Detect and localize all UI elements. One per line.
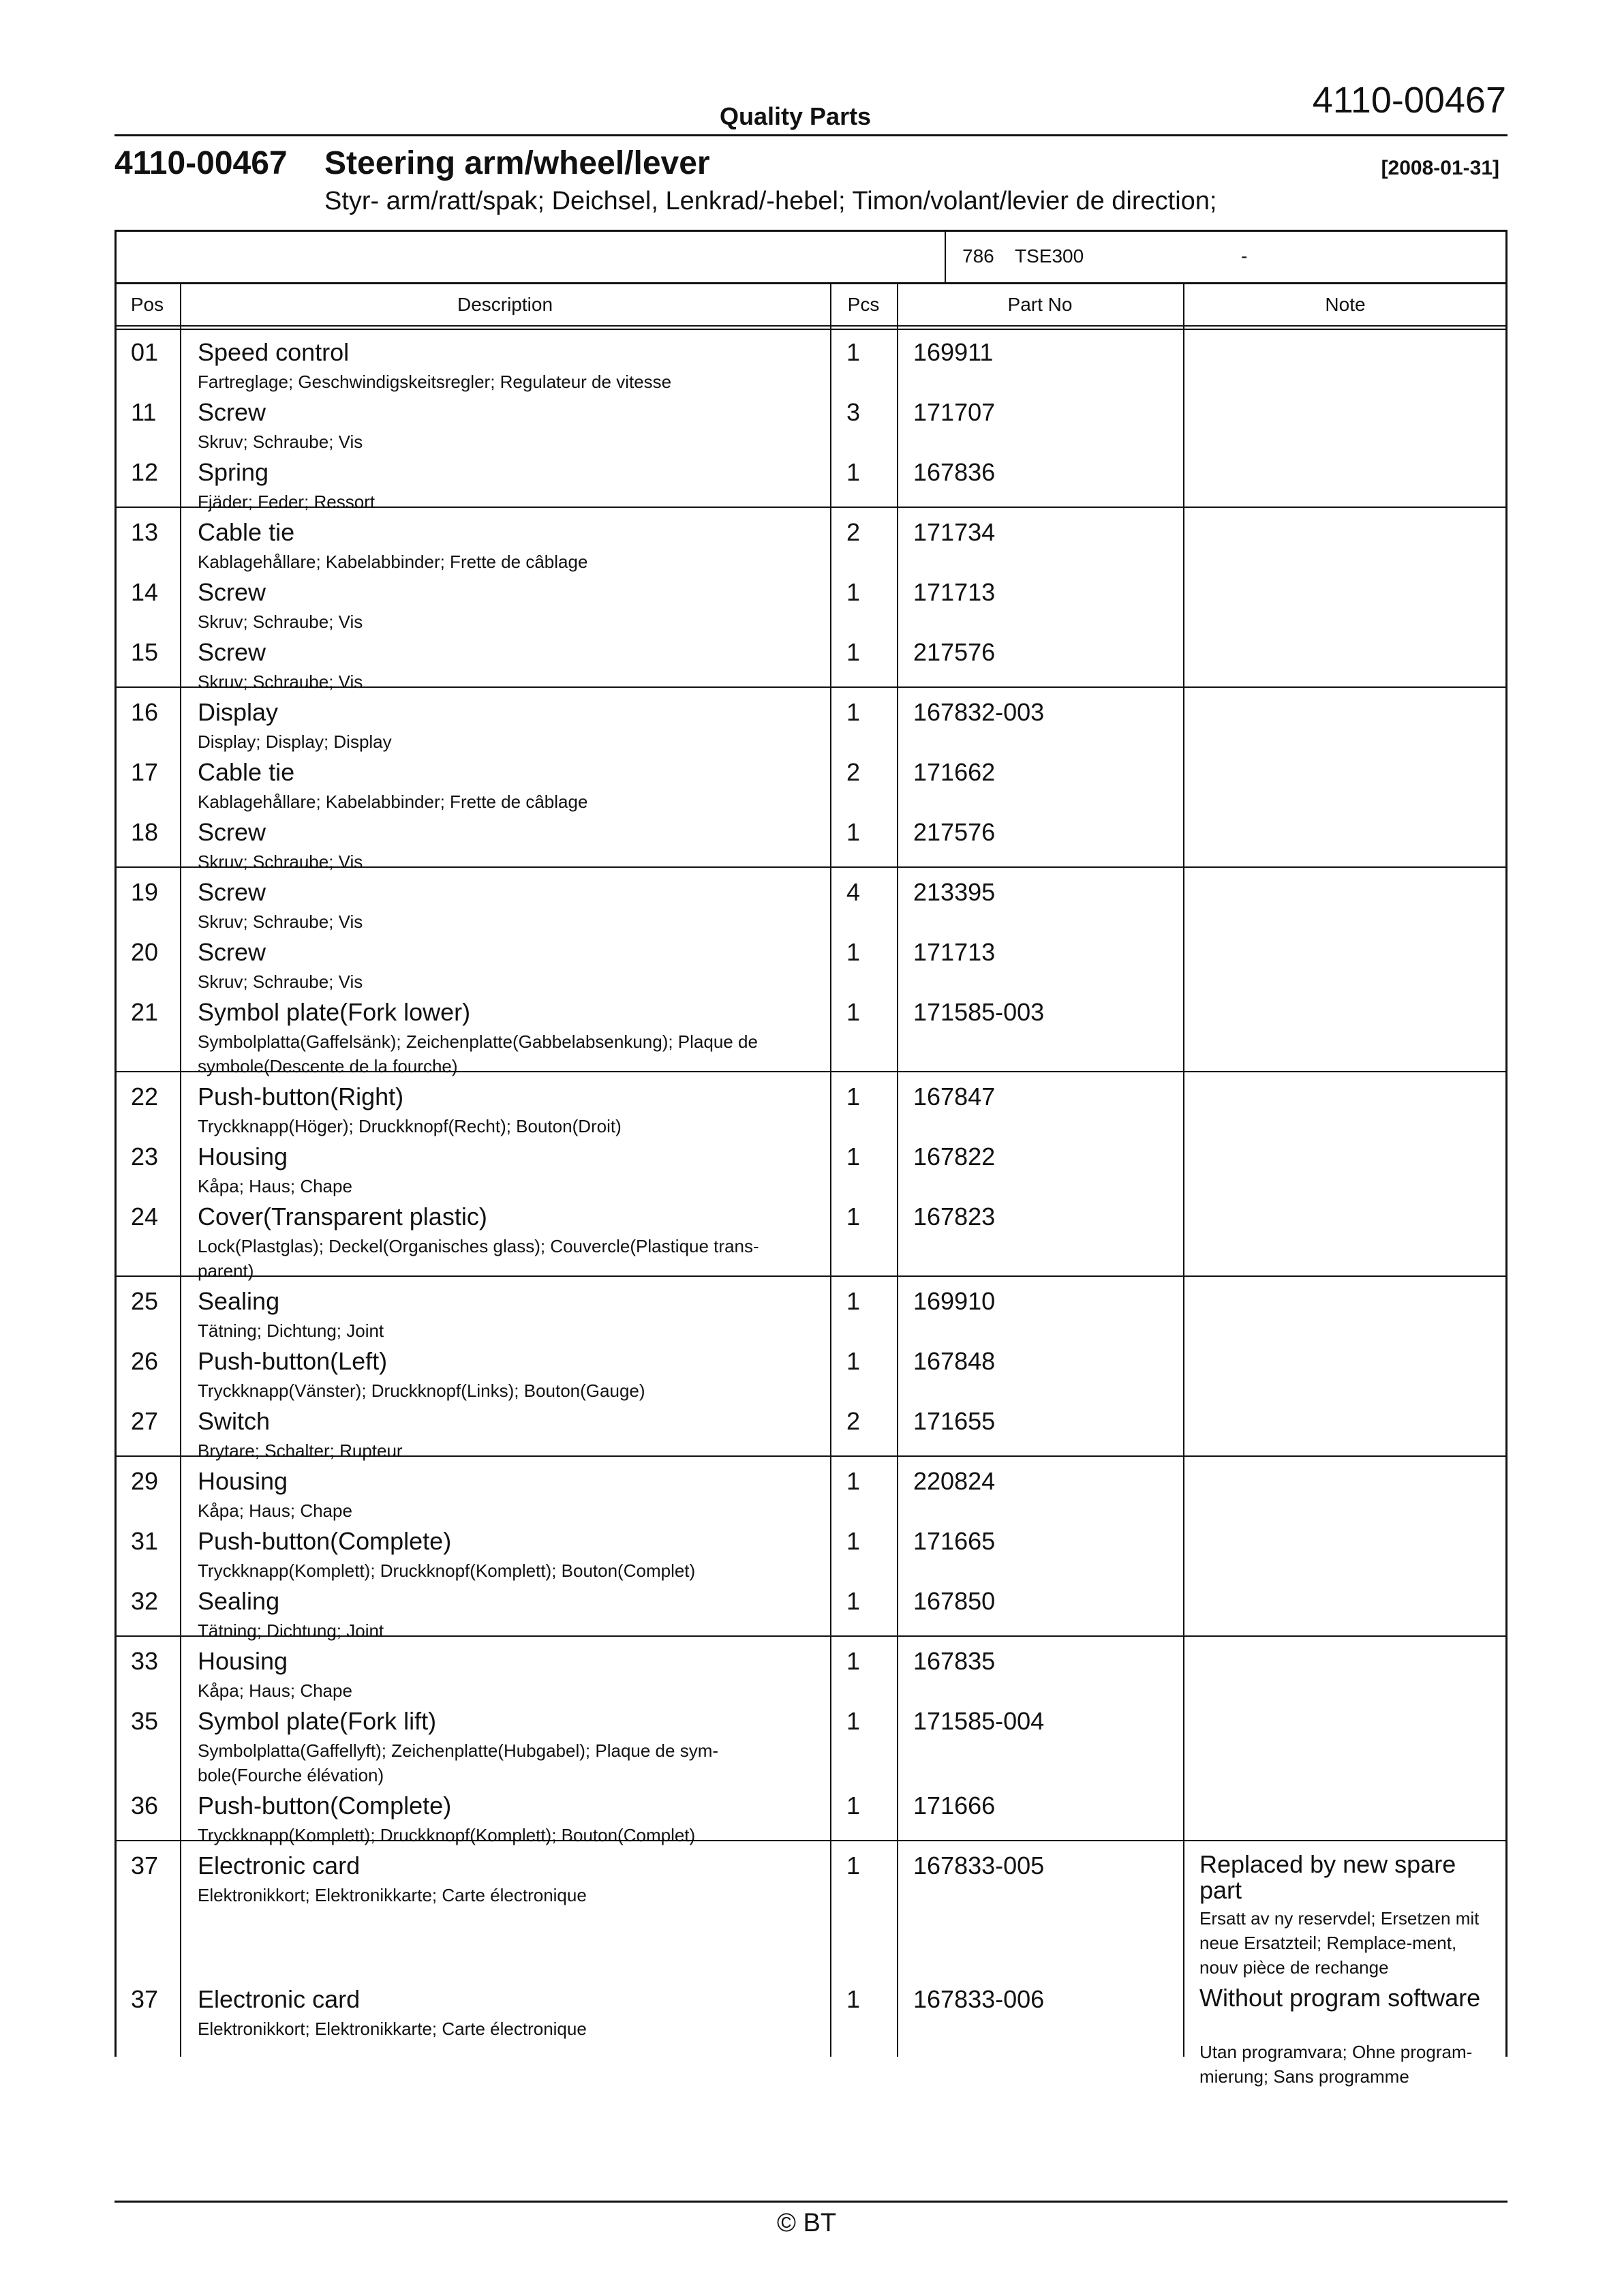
row-pcs: 1	[846, 1707, 861, 1735]
row-part-no: 171713	[913, 938, 996, 966]
row-description: Screw	[198, 818, 266, 846]
row-part-no: 167833-006	[913, 1985, 1045, 2013]
row-description-translations: Kåpa; Haus; Chape	[198, 1680, 352, 1701]
row-part-no: 220824	[913, 1467, 996, 1495]
col-header-note: Note	[1325, 294, 1366, 315]
col-divider-desc	[830, 284, 831, 2057]
row-part-no: 171713	[913, 578, 996, 606]
row-pcs: 1	[846, 818, 861, 846]
row-description-translations: Skruv; Schraube; Vis	[198, 432, 363, 452]
row-description: Screw	[198, 938, 266, 966]
row-pcs: 1	[846, 1647, 861, 1675]
row-pos: 36	[131, 1792, 159, 1819]
row-pos: 19	[131, 878, 159, 906]
row-description: Housing	[198, 1467, 288, 1495]
row-description-translations: Tryckknapp(Vänster); Druckknopf(Links); Bouton(Gauge)	[198, 1380, 645, 1401]
row-pcs: 3	[846, 398, 861, 426]
row-part-no: 167822	[913, 1143, 996, 1170]
model-number: 786	[962, 245, 994, 267]
row-pos: 17	[131, 758, 159, 786]
row-pos: 14	[131, 578, 159, 606]
row-description: Display	[198, 698, 279, 726]
parts-table	[114, 230, 1508, 2087]
model-cell	[945, 232, 1508, 282]
row-part-no: 167850	[913, 1587, 996, 1615]
row-description-translations: Lock(Plastglas); Deckel(Organisches glass); Couvercle(Plastique trans-parent)	[198, 1236, 759, 1281]
row-part-no: 171585-003	[913, 998, 1045, 1026]
table-border-right	[1505, 284, 1508, 2057]
row-part-no: 171585-004	[913, 1707, 1045, 1735]
row-pos: 11	[131, 398, 157, 426]
row-pcs: 1	[846, 1467, 861, 1495]
row-description-translations: Brytare; Schalter; Rupteur	[198, 1440, 403, 1461]
row-pos: 22	[131, 1083, 159, 1111]
doc-subtitle: Styr- arm/ratt/spak; Deichsel, Lenkrad/-hebel; Timon/volant/levier de direction;	[324, 187, 1217, 215]
row-description-translations: Kåpa; Haus; Chape	[198, 1500, 352, 1521]
row-pcs: 4	[846, 878, 861, 906]
row-description: Symbol plate(Fork lower)	[198, 998, 471, 1026]
doc-date: [2008-01-31]	[1381, 157, 1499, 179]
row-note: Without program software	[1199, 1984, 1481, 2012]
row-pcs: 2	[846, 1407, 861, 1435]
table-border-left	[114, 284, 117, 2057]
row-description-translations: Skruv; Schraube; Vis	[198, 671, 363, 692]
row-note: Replaced by new spare part	[1199, 1850, 1456, 1904]
row-description-translations: Display; Display; Display	[198, 731, 392, 752]
row-description: Switch	[198, 1407, 271, 1435]
row-pos: 01	[131, 338, 159, 366]
row-part-no: 171655	[913, 1407, 996, 1435]
header-doc-number: 4110-00467	[1312, 80, 1506, 121]
row-description: Speed control	[198, 338, 350, 366]
row-part-no: 167848	[913, 1347, 996, 1375]
row-pos: 31	[131, 1527, 159, 1555]
row-description: Push-button(Complete)	[198, 1527, 452, 1555]
row-pos: 24	[131, 1203, 159, 1230]
footer-copyright: © BT	[777, 2209, 837, 2237]
row-description-translations: Elektronikkort; Elektronikkarte; Carte électronique	[198, 2019, 587, 2039]
row-description-translations: Symbolplatta(Gaffelsänk); Zeichenplatte(Gabbelabsenkung); Plaque de symbole(Descente de la fourche)	[198, 1031, 758, 1076]
row-pcs: 1	[846, 1083, 861, 1111]
row-description-translations: Elektronikkort; Elektronikkarte; Carte électronique	[198, 1885, 587, 1905]
col-header-pcs: Pcs	[847, 294, 880, 315]
row-description: Sealing	[198, 1587, 280, 1615]
row-pcs: 1	[846, 638, 861, 666]
row-description: Electronic card	[198, 1852, 361, 1879]
col-header-part-no: Part No	[1007, 294, 1073, 315]
row-description-translations: Fjäder; Feder; Ressort	[198, 492, 376, 512]
row-pos: 33	[131, 1647, 159, 1675]
row-part-no: 171665	[913, 1527, 996, 1555]
row-description-translations: Skruv; Schraube; Vis	[198, 971, 363, 992]
row-description: Screw	[198, 578, 266, 606]
row-part-no: 171734	[913, 518, 996, 546]
row-pcs: 1	[846, 1203, 861, 1230]
row-pos: 16	[131, 698, 159, 726]
row-description: Cable tie	[198, 518, 295, 546]
row-description-translations: Tätning; Dichtung; Joint	[198, 1620, 384, 1641]
row-pcs: 1	[846, 1587, 861, 1615]
row-description-translations: Kablagehållare; Kabelabbinder; Frette de câblage	[198, 552, 588, 572]
row-description: Cover(Transparent plastic)	[198, 1203, 487, 1230]
row-pos: 20	[131, 938, 159, 966]
row-pcs: 1	[846, 1985, 861, 2013]
row-description-translations: Fartreglage; Geschwindigskeitsregler; Regulateur de vitesse	[198, 372, 672, 392]
row-pcs: 1	[846, 698, 861, 726]
row-part-no: 167833-005	[913, 1852, 1045, 1879]
row-pcs: 1	[846, 1347, 861, 1375]
row-pcs: 1	[846, 1792, 861, 1819]
row-description-translations: Symbolplatta(Gaffellyft); Zeichenplatte(Hubgabel); Plaque de sym-bole(Fourche élévation)	[198, 1740, 719, 1785]
row-description: Housing	[198, 1647, 288, 1675]
row-description: Screw	[198, 638, 266, 666]
row-description: Push-button(Right)	[198, 1083, 404, 1111]
row-part-no: 217576	[913, 818, 996, 846]
row-description: Housing	[198, 1143, 288, 1170]
top-rule	[114, 134, 1508, 136]
row-description-translations: Tryckknapp(Komplett); Druckknopf(Komplett); Bouton(Complet)	[198, 1560, 696, 1581]
col-divider-part	[1183, 284, 1184, 2057]
row-pcs: 1	[846, 338, 861, 366]
row-note-translations: Utan programvara; Ohne program-mierung; Sans programme	[1199, 2042, 1473, 2087]
row-pcs: 1	[846, 1143, 861, 1170]
row-part-no: 217576	[913, 638, 996, 666]
row-part-no: 169910	[913, 1287, 996, 1315]
row-description-translations: Skruv; Schraube; Vis	[198, 611, 363, 632]
row-pos: 35	[131, 1707, 159, 1735]
row-part-no: 171662	[913, 758, 996, 786]
row-description: Screw	[198, 398, 266, 426]
row-part-no: 167832-003	[913, 698, 1045, 726]
row-pcs: 2	[846, 518, 861, 546]
row-pcs: 1	[846, 1287, 861, 1315]
row-pos: 15	[131, 638, 159, 666]
row-description-translations: Kåpa; Haus; Chape	[198, 1176, 352, 1196]
row-pos: 26	[131, 1347, 159, 1375]
row-pos: 12	[131, 458, 159, 486]
row-pcs: 1	[846, 998, 861, 1026]
row-pcs: 1	[846, 578, 861, 606]
row-pos: 29	[131, 1467, 159, 1495]
row-pos: 13	[131, 518, 159, 546]
col-divider-pcs	[897, 284, 898, 2057]
row-description: Sealing	[198, 1287, 280, 1315]
column-header-double-rule	[114, 329, 1508, 330]
doc-title: Steering arm/wheel/lever	[324, 145, 710, 181]
row-pcs: 2	[846, 758, 861, 786]
row-part-no: 167823	[913, 1203, 996, 1230]
col-divider-pos	[180, 284, 181, 2057]
row-part-no: 169911	[913, 338, 994, 366]
row-part-no: 167836	[913, 458, 996, 486]
row-description: Cable tie	[198, 758, 295, 786]
row-note-translations: Ersatt av ny reservdel; Ersetzen mit neue Ersatzteil; Remplace-ment, nouv pièce de rechange	[1199, 1908, 1480, 1978]
row-description-translations: Tätning; Dichtung; Joint	[198, 1320, 384, 1341]
row-pos: 25	[131, 1287, 159, 1315]
model-value: -	[1241, 245, 1248, 267]
row-pcs: 1	[846, 1852, 861, 1879]
row-description: Spring	[198, 458, 269, 486]
row-part-no: 171707	[913, 398, 996, 426]
row-description: Electronic card	[198, 1985, 361, 2013]
row-pos: 32	[131, 1587, 159, 1615]
row-part-no: 167847	[913, 1083, 996, 1111]
row-pcs: 1	[846, 938, 861, 966]
model-name: TSE300	[1015, 245, 1084, 267]
model-box	[114, 230, 1508, 284]
row-part-no: 167835	[913, 1647, 996, 1675]
row-pos: 37	[131, 1852, 159, 1879]
row-pos: 18	[131, 818, 159, 846]
row-description: Push-button(Complete)	[198, 1792, 452, 1819]
row-part-no: 213395	[913, 878, 996, 906]
row-pos: 37	[131, 1985, 159, 2013]
row-pos: 27	[131, 1407, 159, 1435]
row-description-translations: Tryckknapp(Höger); Druckknopf(Recht); Bouton(Droit)	[198, 1116, 622, 1136]
row-description-translations: Skruv; Schraube; Vis	[198, 851, 363, 872]
row-part-no: 171666	[913, 1792, 996, 1819]
row-description: Symbol plate(Fork lift)	[198, 1707, 437, 1735]
row-description-translations: Kablagehållare; Kabelabbinder; Frette de câblage	[198, 791, 588, 812]
row-pos: 23	[131, 1143, 159, 1170]
row-description: Screw	[198, 878, 266, 906]
row-pos: 21	[131, 998, 159, 1026]
row-pcs: 1	[846, 1527, 861, 1555]
header-section: Quality Parts	[720, 102, 872, 130]
row-description: Push-button(Left)	[198, 1347, 388, 1375]
row-description-translations: Tryckknapp(Komplett); Druckknopf(Komplett); Bouton(Complet)	[198, 1825, 696, 1845]
bottom-rule	[114, 2201, 1508, 2203]
doc-id: 4110-00467	[114, 145, 288, 181]
row-pcs: 1	[846, 458, 861, 486]
row-description-translations: Skruv; Schraube; Vis	[198, 911, 363, 932]
col-header-pos: Pos	[130, 294, 164, 315]
col-header-description: Description	[457, 294, 553, 315]
column-header	[114, 284, 1508, 327]
